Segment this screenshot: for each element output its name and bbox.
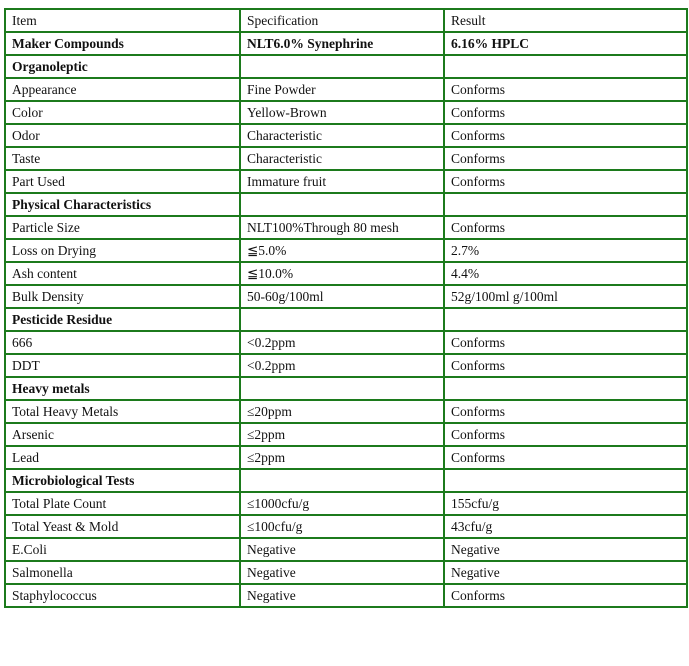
specification-cell: ≤20ppm: [241, 401, 443, 422]
item-cell: Arsenic: [6, 424, 239, 445]
table-row: [6, 424, 686, 445]
result-cell: 43cfu/g: [445, 516, 686, 537]
result-cell: Conforms: [445, 585, 686, 606]
result-cell: [445, 194, 686, 215]
specification-cell: ≤2ppm: [241, 447, 443, 468]
specification-table: [4, 8, 688, 608]
specification-cell: Characteristic: [241, 148, 443, 169]
item-cell: Appearance: [6, 79, 239, 100]
table-row: [6, 286, 686, 307]
item-cell: DDT: [6, 355, 239, 376]
item-cell: Maker Compounds: [6, 33, 239, 54]
result-cell: Conforms: [445, 401, 686, 422]
specification-cell: ≤100cfu/g: [241, 516, 443, 537]
item-cell: Particle Size: [6, 217, 239, 238]
table-row: [6, 79, 686, 100]
item-cell: Organoleptic: [6, 56, 239, 77]
result-cell: 155cfu/g: [445, 493, 686, 514]
result-cell: [445, 470, 686, 491]
result-cell: [445, 309, 686, 330]
result-cell: Conforms: [445, 79, 686, 100]
result-cell: Conforms: [445, 171, 686, 192]
table-section-row: [6, 378, 686, 399]
item-cell: Pesticide Residue: [6, 309, 239, 330]
item-cell: Heavy metals: [6, 378, 239, 399]
result-cell: Conforms: [445, 148, 686, 169]
specification-cell: ≤2ppm: [241, 424, 443, 445]
specification-cell: ≤1000cfu/g: [241, 493, 443, 514]
specification-cell: [241, 470, 443, 491]
table-row: [6, 102, 686, 123]
result-cell: 4.4%: [445, 263, 686, 284]
result-cell: Conforms: [445, 217, 686, 238]
result-cell: Conforms: [445, 332, 686, 353]
table-row: [6, 401, 686, 422]
item-cell: Color: [6, 102, 239, 123]
item-cell: Ash content: [6, 263, 239, 284]
specification-cell: Yellow-Brown: [241, 102, 443, 123]
result-cell: Conforms: [445, 125, 686, 146]
table-header-row: [6, 10, 686, 31]
result-cell: [445, 56, 686, 77]
result-cell: 6.16% HPLC: [445, 33, 686, 54]
result-cell: Negative: [445, 562, 686, 583]
header-result: Result: [445, 10, 686, 31]
table-row: [6, 240, 686, 261]
specification-cell: ≦5.0%: [241, 240, 443, 261]
result-cell: [445, 378, 686, 399]
table-section-row: [6, 33, 686, 54]
table-row: [6, 447, 686, 468]
table-row: [6, 562, 686, 583]
item-cell: Lead: [6, 447, 239, 468]
item-cell: E.Coli: [6, 539, 239, 560]
table-section-row: [6, 194, 686, 215]
result-cell: Conforms: [445, 102, 686, 123]
result-cell: 2.7%: [445, 240, 686, 261]
item-cell: Total Plate Count: [6, 493, 239, 514]
specification-cell: Characteristic: [241, 125, 443, 146]
specification-cell: [241, 194, 443, 215]
item-cell: Salmonella: [6, 562, 239, 583]
table-row: [6, 125, 686, 146]
table-row: [6, 148, 686, 169]
item-cell: Part Used: [6, 171, 239, 192]
specification-cell: ≦10.0%: [241, 263, 443, 284]
result-cell: Conforms: [445, 424, 686, 445]
item-cell: Total Heavy Metals: [6, 401, 239, 422]
table-row: [6, 493, 686, 514]
header-item: Item: [6, 10, 239, 31]
table-section-row: [6, 470, 686, 491]
table-row: [6, 217, 686, 238]
item-cell: 666: [6, 332, 239, 353]
table-section-row: [6, 309, 686, 330]
item-cell: Physical Characteristics: [6, 194, 239, 215]
table-row: [6, 263, 686, 284]
table-row: [6, 516, 686, 537]
table-row: [6, 171, 686, 192]
result-cell: Conforms: [445, 447, 686, 468]
specification-cell: Immature fruit: [241, 171, 443, 192]
specification-cell: 50-60g/100ml: [241, 286, 443, 307]
table-row: [6, 332, 686, 353]
result-cell: Conforms: [445, 355, 686, 376]
result-cell: 52g/100ml g/100ml: [445, 286, 686, 307]
specification-cell: Negative: [241, 562, 443, 583]
item-cell: Bulk Density: [6, 286, 239, 307]
table-row: [6, 355, 686, 376]
result-cell: Negative: [445, 539, 686, 560]
specification-cell: <0.2ppm: [241, 355, 443, 376]
header-specification: Specification: [241, 10, 443, 31]
specification-cell: [241, 56, 443, 77]
specification-cell: [241, 378, 443, 399]
specification-cell: Negative: [241, 585, 443, 606]
specification-cell: [241, 309, 443, 330]
item-cell: Taste: [6, 148, 239, 169]
table-section-row: [6, 56, 686, 77]
item-cell: Total Yeast & Mold: [6, 516, 239, 537]
specification-cell: Negative: [241, 539, 443, 560]
specification-cell: NLT6.0% Synephrine: [241, 33, 443, 54]
specification-cell: NLT100%Through 80 mesh: [241, 217, 443, 238]
item-cell: Odor: [6, 125, 239, 146]
item-cell: Staphylococcus: [6, 585, 239, 606]
table-row: [6, 585, 686, 606]
item-cell: Microbiological Tests: [6, 470, 239, 491]
specification-cell: Fine Powder: [241, 79, 443, 100]
table-row: [6, 539, 686, 560]
specification-cell: <0.2ppm: [241, 332, 443, 353]
item-cell: Loss on Drying: [6, 240, 239, 261]
specification-table-body: [6, 10, 686, 606]
